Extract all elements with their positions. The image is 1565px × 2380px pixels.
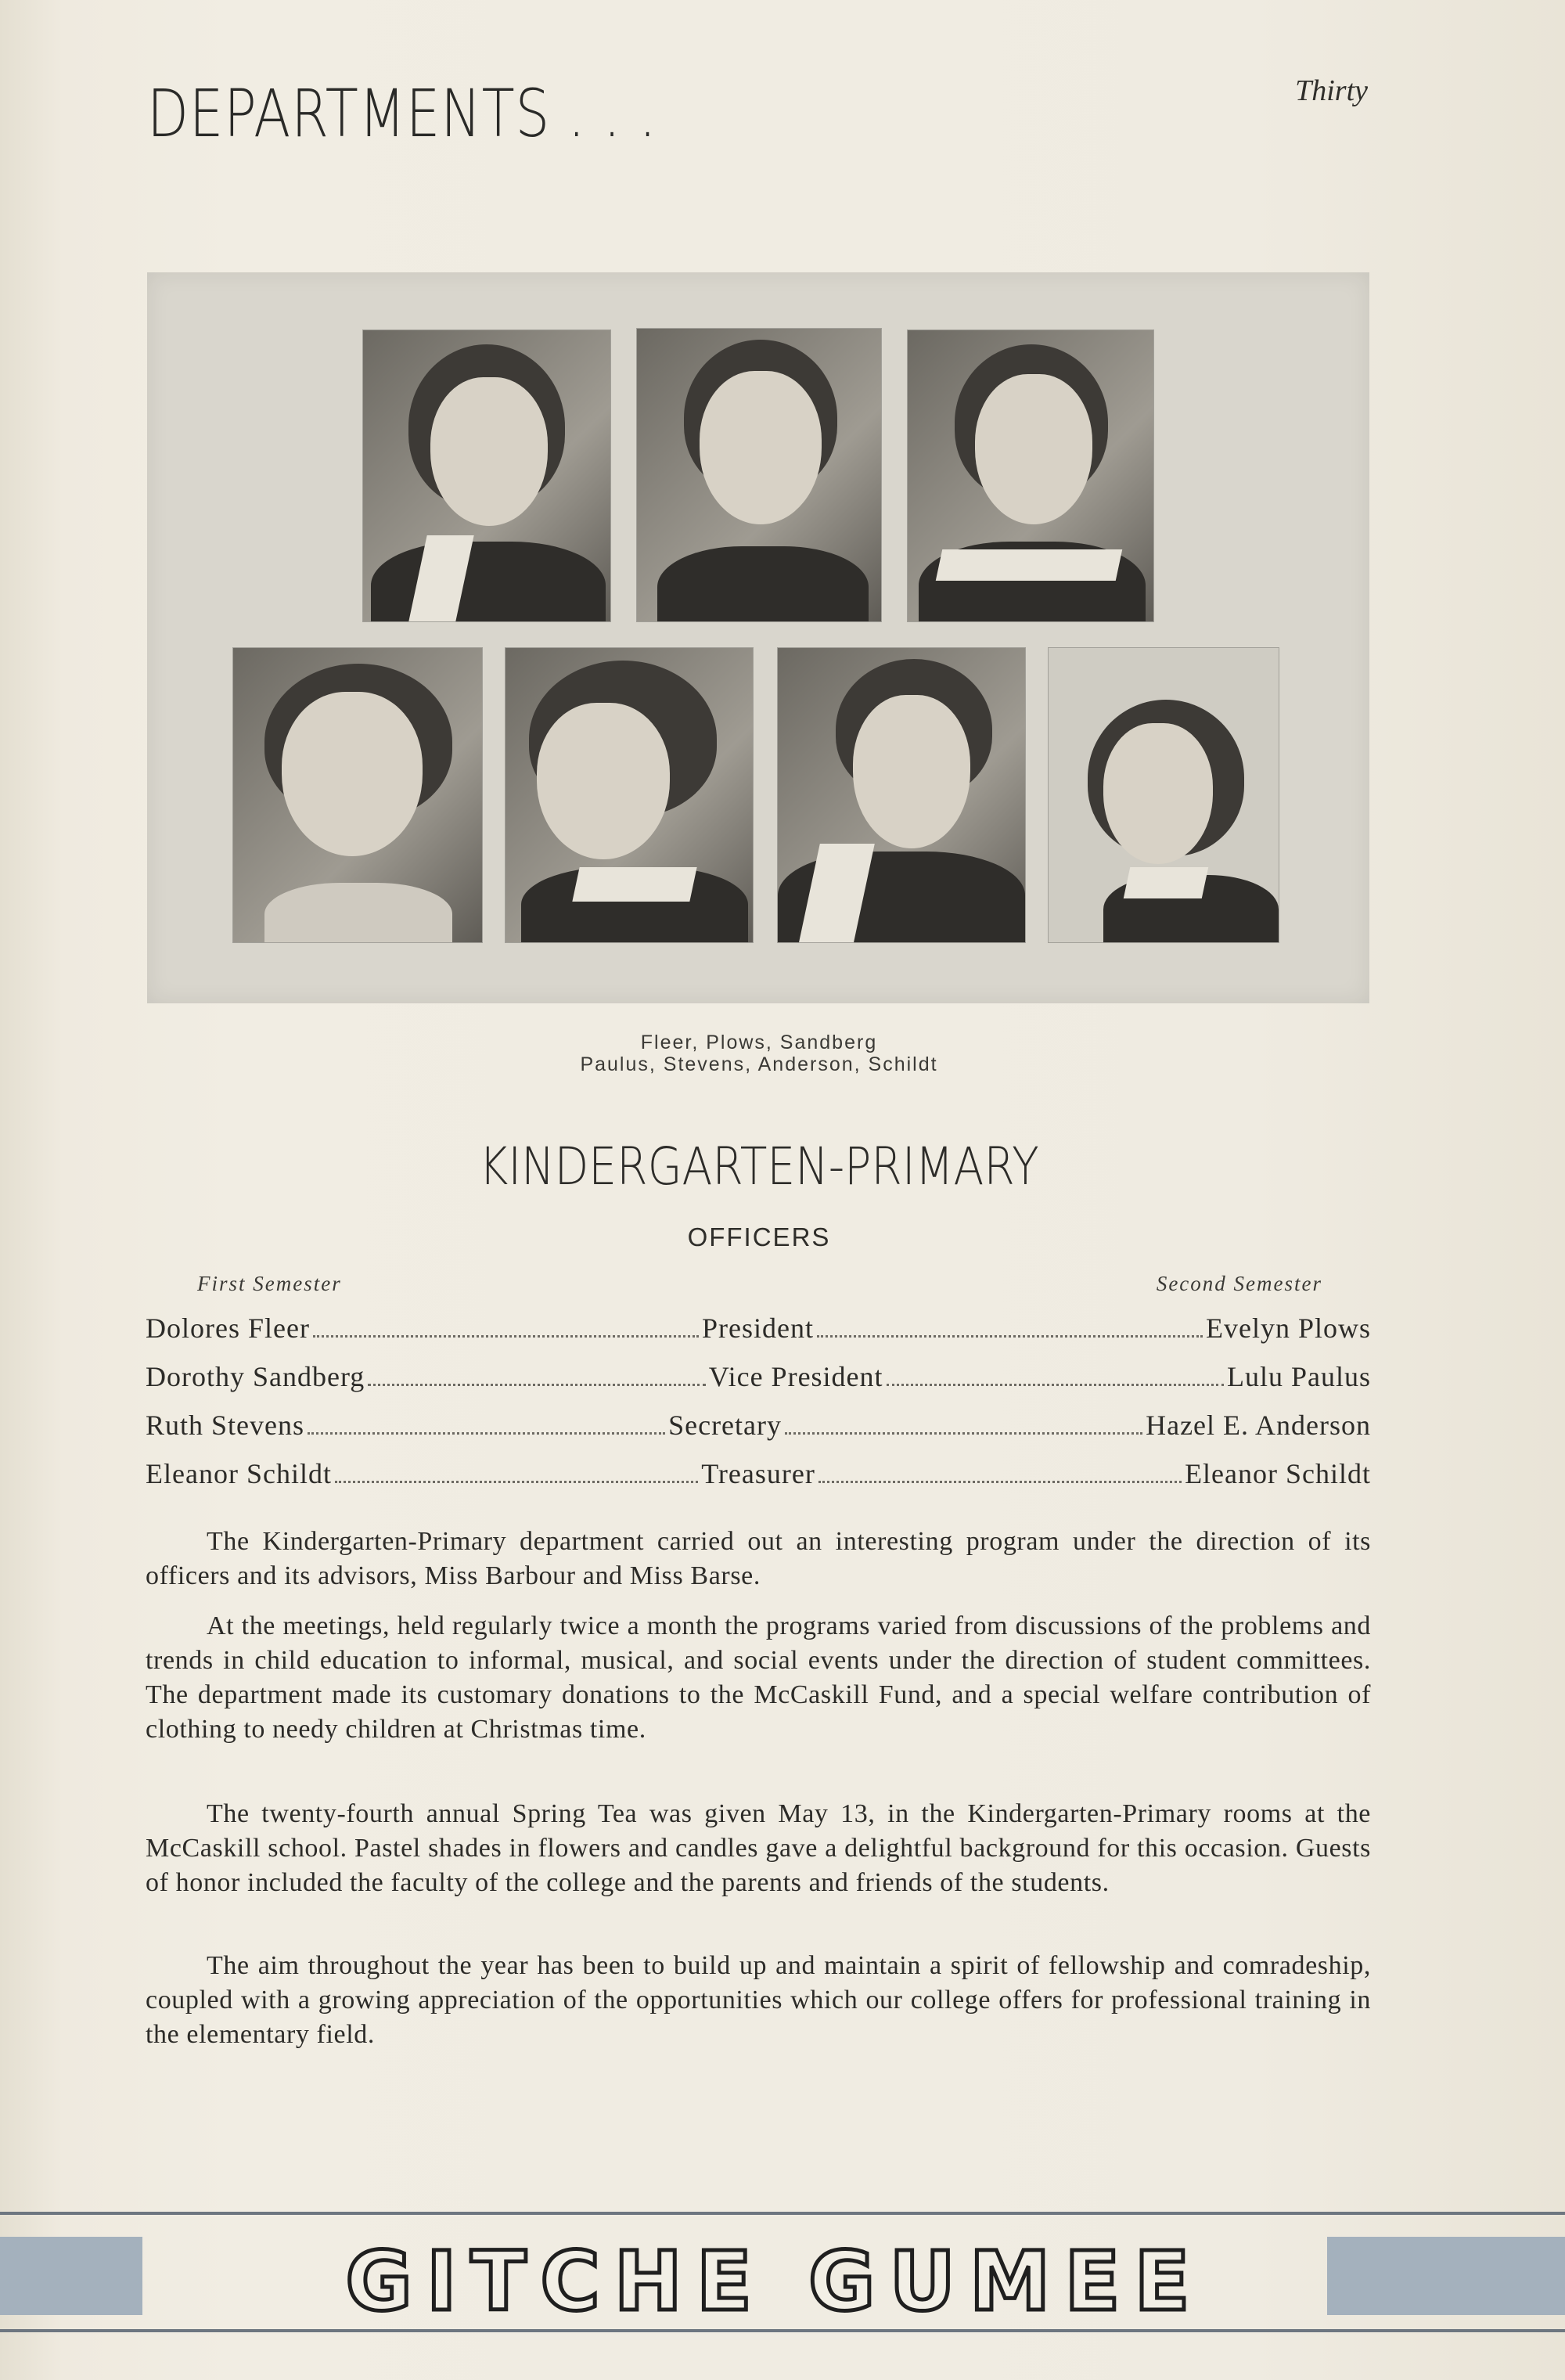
footer-bar-right (1327, 2237, 1565, 2315)
leader-dots (785, 1432, 1142, 1435)
footer-bar-left (0, 2237, 142, 2315)
footer-rule-top (0, 2212, 1565, 2215)
portrait-photo (1049, 648, 1279, 942)
portrait-photo (778, 648, 1025, 942)
second-semester-officer: Lulu Paulus (1227, 1361, 1372, 1392)
portrait-photo (637, 329, 881, 621)
section-title: DEPARTMENTS . . . (147, 75, 657, 152)
leader-dots (308, 1432, 665, 1435)
department-title: KINDERGARTEN-PRIMARY (479, 1136, 1039, 1197)
second-semester-officer: Evelyn Plows (1206, 1312, 1372, 1344)
officers-heading: OFFICERS (687, 1222, 831, 1251)
officer-row (146, 1457, 1371, 1490)
first-semester-officer: Ruth Stevens (146, 1410, 305, 1441)
portrait-photo (363, 330, 610, 621)
first-semester-officer: Eleanor Schildt (146, 1458, 332, 1489)
body-paragraph: At the meetings, held regularly twice a month the programs varied from discussions of the problems and trends in child education to informal, musical, and social events under the direction of student committees. The department made its customary donations to the McCaskill Fund, and a special welfare contribution of clothing to needy children at Christmas time. (146, 1611, 1371, 1744)
leader-dots (887, 1384, 1224, 1386)
officer-row (146, 1409, 1371, 1442)
leader-dots (818, 1481, 1182, 1483)
page-number: Thirty (1295, 74, 1368, 107)
portrait-plate (147, 272, 1369, 1003)
photo-caption-line-1: Fleer, Plows, Sandberg (640, 1032, 878, 1053)
first-semester-officer: Dolores Fleer (146, 1312, 310, 1344)
office-name: Vice President (708, 1361, 883, 1392)
portrait-photo (908, 330, 1153, 621)
portrait-photo (233, 648, 482, 942)
body-paragraph: The aim throughout the year has been to build up and maintain a spirit of fellowship and comradeship, coupled with a growing appreciation of the opportunities which our college offers for professional training in the elementary field. (146, 1951, 1371, 2049)
footer-rule-bottom (0, 2329, 1565, 2332)
first-semester-label: First Semester (197, 1272, 342, 1295)
second-semester-officer: Eleanor Schildt (1185, 1458, 1372, 1489)
leader-dots (335, 1481, 698, 1483)
office-name: Treasurer (701, 1458, 815, 1489)
first-semester-officer: Dorothy Sandberg (146, 1361, 365, 1392)
photo-caption-line-2: Paulus, Stevens, Anderson, Schildt (580, 1053, 938, 1075)
body-paragraph: The Kindergarten-Primary department carried out an interesting program under the direction of its officers and its advisors, Miss Barbour and Miss Barse. (146, 1527, 1371, 1590)
yearbook-title: GITCHE GUMEE (345, 2234, 1204, 2329)
portrait-photo (505, 648, 753, 942)
second-semester-officer: Hazel E. Anderson (1146, 1410, 1372, 1441)
office-name: Secretary (668, 1410, 782, 1441)
body-paragraph: The twenty-fourth annual Spring Tea was given May 13, in the Kindergarten-Primary rooms at the McCaskill school. Pastel shades in flowers and candles gave a delightful background for this occasion. Guests of honor included the faculty of the college and the parents and friends of the students. (146, 1799, 1371, 1897)
officer-row (146, 1360, 1371, 1393)
leader-dots (817, 1335, 1203, 1338)
second-semester-label: Second Semester (1156, 1272, 1322, 1295)
leader-dots (313, 1335, 699, 1338)
office-name: President (701, 1312, 814, 1344)
officer-row (146, 1312, 1371, 1345)
leader-dots (368, 1384, 705, 1386)
